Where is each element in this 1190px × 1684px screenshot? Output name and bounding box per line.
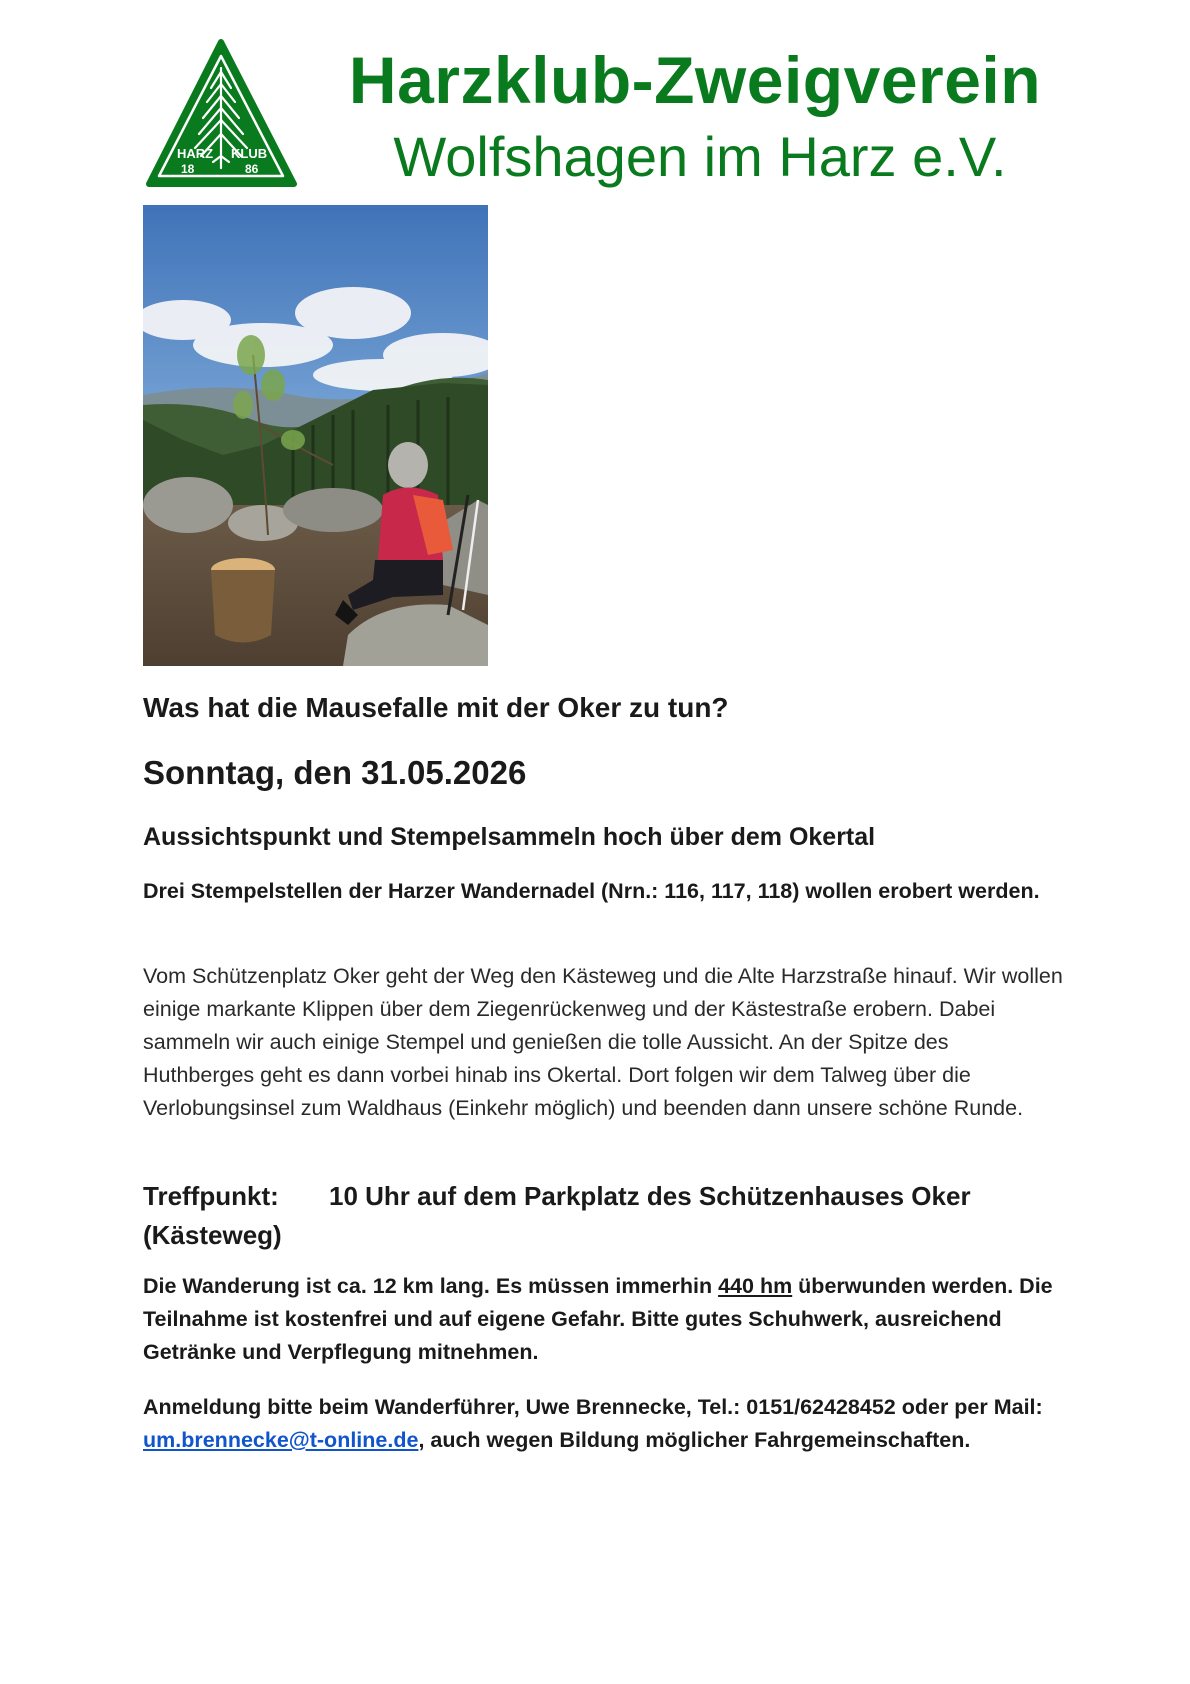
logo-year-left: 18: [181, 162, 195, 176]
registration: [143, 1391, 1063, 1457]
logo-text-klub: KLUB: [231, 146, 268, 161]
registration-text-1: Anmeldung bitte beim Wanderführer, Uwe Brennecke, Tel.: 0151/62428452 oder per Mail:: [143, 1395, 1043, 1419]
hiking-photo: [143, 205, 488, 666]
email-link[interactable]: um.brennecke@t-online.de: [143, 1428, 419, 1452]
event-headline: Aussichtspunkt und Stempelsammeln hoch über dem Okertal: [143, 823, 876, 851]
club-subtitle: Wolfshagen im Harz e.V.: [393, 125, 1007, 188]
meeting-point: [143, 1177, 1063, 1255]
event-question: Was hat die Mausefalle mit der Oker zu tun?: [143, 692, 729, 723]
logo-text-harz: HARZ: [177, 146, 214, 161]
logo-year-right: 86: [245, 162, 259, 176]
meeting-text: 10 Uhr auf dem Parkplatz des Schützenhauses Oker (Kästeweg): [143, 1181, 971, 1250]
elevation-value: 440 hm: [718, 1274, 793, 1298]
event-date: Sonntag, den 31.05.2026: [143, 754, 527, 791]
club-title: Harzklub-Zweigverein: [348, 43, 1042, 117]
registration-text-2: , auch wegen Bildung möglicher Fahrgemeinschaften.: [418, 1428, 971, 1452]
info-text-1: Die Wanderung ist ca. 12 km lang. Es müssen immerhin: [143, 1274, 719, 1298]
meeting-label: Treffpunkt:: [143, 1181, 279, 1211]
stamps-note: Drei Stempelstellen der Harzer Wandernadel (Nrn.: 116, 117, 118) wollen erobert werden.: [143, 879, 1040, 903]
hike-info: [143, 1270, 1063, 1369]
info-text-2: überwunden werden. Die Teilnahme ist kostenfrei und auf eigene Gefahr. Bitte gutes Schuhwerk, ausreichend Getränke und Verpflegung mitnehmen.: [143, 1274, 1053, 1364]
harzklub-logo: [145, 38, 298, 191]
route-description: Vom Schützenplatz Oker geht der Weg den Kästeweg und die Alte Harzstraße hinauf. Wir wollen einige markante Klippen über dem Ziegenrückenweg und der Kästestraße erobern. Dabei sammeln wir auch einige Stempel und genießen die tolle Aussicht. An der Spitze des Huthberges geht es dann vorbei hinab ins Okertal. Dort folgen wir dem Talweg über die Verlobungsinsel zum Waldhaus (Einkehr möglich) und beenden dann unsere schöne Runde.: [143, 964, 1063, 1120]
